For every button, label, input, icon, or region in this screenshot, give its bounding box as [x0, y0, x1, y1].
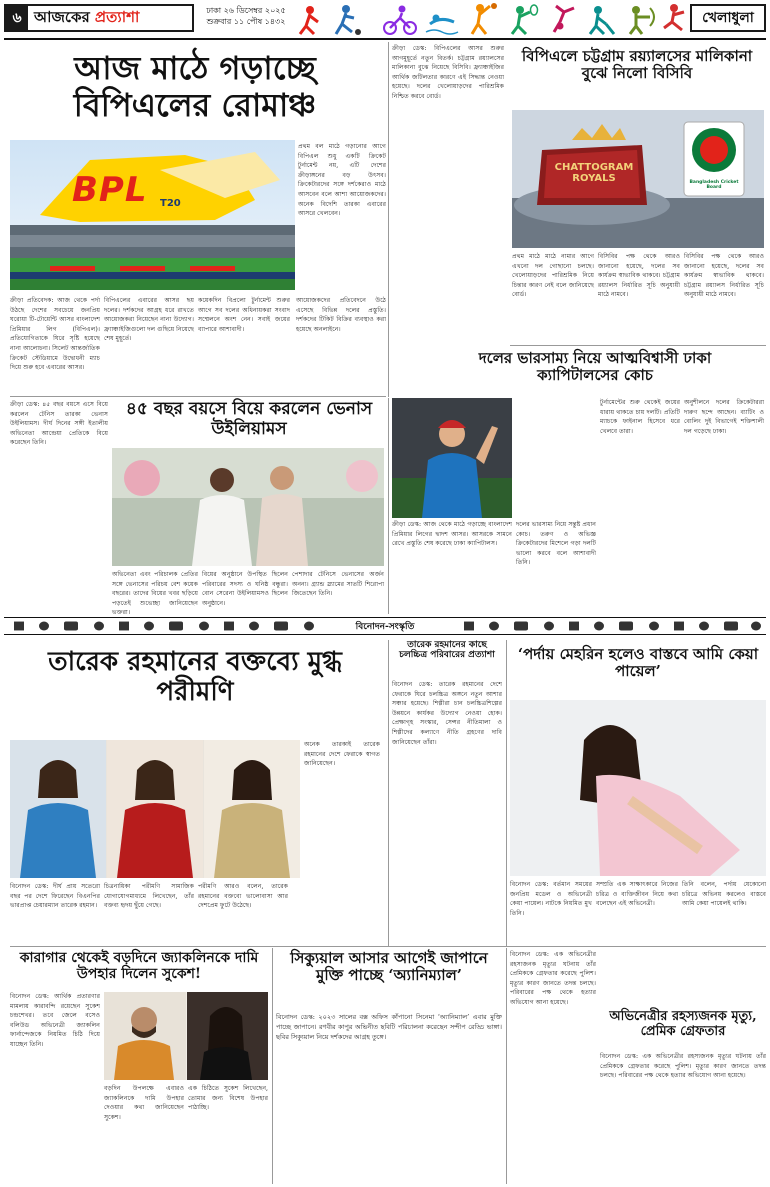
section-rule: [10, 396, 386, 397]
cyclist-icon: [384, 6, 416, 35]
bpl-body-col4: প্রথম বল মাঠে গড়ানোর আগে বিপিএল শুধু একটি ক্রিকেট টুর্নামেন্ট নয়, এটি দেশের ক্রীড়াঙ্গনের বড় উৎসব। ক্রিকেটারদের সঙ্গে দর্শকেরাও মাঠে আসবেন বলে আশা আয়োজকদের। অনেক বিদেশি তারকা এবারের আসরে খেলবেন।: [298, 143, 386, 218]
pori-body-col3: পরীমণি আরও বলেন, তারেক রহমানের বক্তব্যে ভালোবাসা আর দেশপ্রেম ফুটে উঠেছে।: [198, 883, 288, 910]
gymnast-icon: [554, 6, 574, 32]
dhaka-body-col3: টুর্নামেন্টের শুরু থেকেই জয়ের ধারায় থাকতে চায় দলটি। প্রতিটি ম্যাচকে ফাইনাল হিসেবে ধরে খেলবে তারা।: [600, 399, 680, 435]
pori-body-col2: চিত্রনায়িকা পরীমণি সামাজিক যোগাযোগমাধ্যমে লিখেছেন, তাঁর বক্তব্য হৃদয় ছুঁয়ে গেছে।: [104, 883, 194, 910]
mystery-headline: অভিনেত্রীর রহস্যজনক মৃত্যু, প্রেমিক গ্রেফতার: [609, 1009, 757, 1039]
dhaka-body-col4: অনুশীলনে দলের ক্রিকেটাররা দারুণ ছন্দে আছেন। ব্যাটিং ও বোলিং দুই বিভাগেই শক্তিশালী দল গড়েছে ঢাকা।: [684, 399, 764, 435]
issue-date-gregorian: ঢাকা ২৬ ডিসেম্বর ২০২৫: [206, 6, 286, 15]
bpl-banner-photo: [10, 140, 295, 290]
issue-date: [196, 6, 296, 28]
jacqueline-headline: কারাগার থেকেই বড়দিনে জ্যাকলিনকে দামি উপহার দিলেন সুকেশ!: [19, 950, 259, 983]
section-title: খেলাধুলা: [690, 4, 766, 32]
animal-body: বিনোদন ডেস্ক: ২০২৩ সালের বক্স অফিস কাঁপানো সিনেমা ‘অ্যানিম্যাল’ এবার মুক্তি পাচ্ছে জাপানে। রণবীর কাপুর অভিনীত ছবিটি পরিচালনা করেছেন সন্দীপ রেড্ডি ভাঙ্গা। ছবির সিক্যুয়াল নিয়ে দর্শকদের আগ্রহ তুঙ্গে।: [276, 1013, 502, 1042]
tennis-player-icon: [512, 5, 538, 34]
keya-body-col3: তিনি বলেন, পর্দায় যেকোনো চরিত্রে অভিনয় করলেও বাস্তবে আমি কেয়া পায়েলই থাকি।: [682, 881, 766, 908]
hockey-player-icon: [590, 6, 614, 34]
section-rule: [10, 946, 766, 947]
newspaper-masthead: আজকের প্রত্যাশা: [34, 7, 140, 26]
section-rule: [510, 345, 766, 346]
issue-date-bangla: শুক্রবার ১১ পৌষ ১৪৩২: [206, 16, 286, 26]
pori-body-col4: অনেক তারকাই তারেক রহমানের দেশে ফেরাকে স্বাগত জানিয়েছেন।: [304, 741, 380, 768]
entertainment-section-title: বিনোদন-সংস্কৃতি: [346, 619, 425, 634]
bpl-headline: আজ মাঠে গড়াচ্ছে বিপিএলের রোমাঞ্চ: [73, 49, 317, 124]
keya-body-col2: সম্প্রতি এক সাক্ষাৎকারে নিজের চরিত্র ও ব্যক্তিজীবন নিয়ে কথা বলেছেন এই অভিনেত্রী।: [596, 881, 678, 908]
venus-headline: ৪৫ বছর বয়সে বিয়ে করলেন ভেনাস উইলিয়ামস: [125, 399, 373, 439]
bpl-body-col5: আয়োজকদের প্রতিবেদনে উঠে এসেছে বিভিন্ন দলের প্রস্তুতি। দর্শকদের টিকিট বিক্রির ব্যবস্থাও করা হয়েছে অনলাইনে।: [296, 297, 386, 333]
dhaka-coach-photo: [392, 398, 512, 518]
jumper-icon: [664, 4, 684, 30]
bpl-logo-sub: T20: [160, 198, 181, 209]
column-rule: [388, 640, 389, 946]
column-rule: [272, 948, 273, 1184]
venus-body-col3: বিয়ের অনুষ্ঠানে উপস্থিত ছিলেন পরিবারের সদস্য ও ঘনিষ্ঠ বন্ধুরা। বোন সেরেনা উইলিয়ামসও ছিলেন অনুষ্ঠানে।: [202, 571, 288, 607]
film-family-body: বিনোদন ডেস্ক: তারেক রহমানের দেশে ফেরাকে ঘিরে চলচ্চিত্র অঙ্গনে নতুন আশার সঞ্চার হয়েছে। শিল্পীরা চান চলচ্চিত্রশিল্পের উন্নয়নে কার্যকর উদ্যোগ নেওয়া হোক। প্রেক্ষাগৃহ সংস্কার, সেন্সর নীতিমালা ও শিল্পীদের কল্যাণে নীতি গ্রহণের দাবি জানিয়েছেন তাঁরা।: [392, 681, 502, 746]
jacqueline-body-col3: এক চিঠিতে সুকেশ লিখেছেন, তোমার জন্য বিশেষ উপহার পাঠাচ্ছি।: [188, 1085, 268, 1112]
mystery-body-left: বিনোদন ডেস্ক: এক অভিনেত্রীর রহস্যজনক মৃত্যুর ঘটনায় তাঁর প্রেমিককে গ্রেফতার করেছে পুলিশ। মৃত্যুর কারণ জানতে তদন্ত চলছে। পরিবারের পক্ষ থেকে হত্যার অভিযোগ আনা হয়েছে।: [510, 951, 596, 1007]
chattogram-body-col4: বিসিবির পক্ষ থেকে আরও জানানো হয়েছে, দলের সব কার্যক্রম স্বাভাবিক থাকবে। চট্টগ্রাম রয়্যালস নির্ধারিত সূচি অনুযায়ী মাঠে নামবে।: [684, 253, 764, 299]
masthead-box: [4, 4, 194, 32]
venus-body-col4: পেশাদার টেনিসে ভেনাসের অর্জন অনন্য। গ্র্যান্ড স্ল্যামের সাতটি শিরোপা জিতেছেন তিনি।: [292, 571, 384, 598]
mystery-body: বিনোদন ডেস্ক: এক অভিনেত্রীর রহস্যজনক মৃত্যুর ঘটনায় তাঁর প্রেমিককে গ্রেফতার করেছে পুলিশ। মৃত্যুর কারণ জানতে তদন্ত চলছে। পরিবারের পক্ষ থেকে হত্যার অভিযোগ আনা হয়েছে।: [600, 1053, 766, 1080]
entertainment-section-band: [4, 617, 766, 635]
keya-body-col1: বিনোদন ডেস্ক: বর্তমান সময়ের জনপ্রিয় মডেল ও অভিনেত্রী কেয়া পায়েল। নাটকে নিয়মিত মুখ তিনি।: [510, 881, 592, 917]
dhaka-headline: দলের ভারসাম্য নিয়ে আত্মবিশ্বাসী ঢাকা ক্যাপিটালসের কোচ: [478, 349, 712, 385]
film-family-headline: তারেক রহমানের কাছে চলচ্চিত্র পরিবারের প্রত্যাশা: [399, 640, 495, 661]
pori-photo-collage: [10, 740, 300, 878]
bpl-body-col3: কয়েকদিন বিপ্রলো টুর্নামেন্ট শুরুর আগে সব দলের অধিনায়করা সংবাদ সম্মেলনে অংশ নেন। সবাই জয়ের ব্যাপারে আশাবাদী।: [198, 297, 290, 333]
jacqueline-body-col1: বিনোদন ডেস্ক: আর্থিক প্রতারণার মামলায় কারাবন্দি রয়েছেন সুকেশ চন্দ্রশেখর। তবে জেলে বসেও বলিউড অভিনেত্রী জ্যাকলিন ফার্নান্দেজকে নিয়মিত চিঠি দিয়ে যাচ্ছেন তিনি।: [10, 993, 100, 1049]
chattogram-body-col1: ক্রীড়া ডেস্ক: বিপিএলের আসর শুরুর আগমুহূর্তে নতুন বিতর্ক। চট্টগ্রাম রয়্যালসের মালিকানা বুঝে নিয়েছে বিসিবি। ফ্র্যাঞ্চাইজির আর্থিক জটিলতার কারণে এই সিদ্ধান্ত নেওয়া হয়েছে। দলের খেলোয়াড়দের পারিশ্রমিক নিশ্চিত করবে বোর্ড।: [392, 45, 504, 101]
header-rule: [4, 38, 766, 40]
page-number: ৬: [6, 6, 28, 30]
dhaka-body-col2: দলের ভারসাম্য নিয়ে সন্তুষ্ট প্রধান কোচ। তরুণ ও অভিজ্ঞ ক্রিকেটারদের মিশেলে গড়া দলটি ভালো করবে বলে আশাবাদী তিনি।: [516, 521, 596, 567]
column-rule: [506, 948, 507, 1184]
chattogram-photo: [512, 110, 764, 248]
chattogram-body-col3: বিসিবির পক্ষ থেকে আরও জানানো হয়েছে, দলের সব কার্যক্রম স্বাভাবিক থাকবে। চট্টগ্রাম রয়্যালস নির্ধারিত সূচি অনুযায়ী মাঠে নামবে।: [598, 253, 680, 299]
dhaka-body-col1: ক্রীড়া ডেস্ক: আজ থেকে মাঠে গড়াচ্ছে বাংলাদেশ প্রিমিয়ার লিগের দ্বাদশ আসর। আসরকে সামনে রেখে প্রস্তুতি শেষ করেছে ঢাকা ক্যাপিটালস।: [392, 521, 512, 548]
archer-icon: [630, 6, 654, 34]
animal-headline: সিক্যুয়াল আসার আগেই জাপানে মুক্তি পাচ্ছে ‘অ্যানিম্যাল’: [290, 949, 488, 985]
jacqueline-body-col2: বড়দিন উপলক্ষে এবারও জ্যাকলিনকে দামি উপহার দেওয়ার কথা জানিয়েছেন সুকেশ।: [104, 1085, 184, 1121]
venus-body-col1: ক্রীড়া ডেস্ক: ৪৫ বছর বয়সে এসে বিয়ে করলেন টেনিস তারকা ভেনাস উইলিয়ামস। দীর্ঘ দিনের সঙ্গী ইতালীয় অভিনেতা আন্দ্রেয়া প্রেতিকে বিয়ে করেছেন তিনি।: [10, 401, 108, 447]
bpl-logo-text: BPL: [72, 170, 148, 210]
bcb-logo-text: Bangladesh Cricket Board: [689, 180, 739, 190]
column-rule: [388, 398, 389, 614]
venus-body-col2: অভিনেতা এবং পরিচালক প্রেতির সঙ্গে ভেনাসের পরিচয় বেশ কয়েক বছরের। তাদের বিয়ের খবর ছড়িয়ে পড়তেই শুভেচ্ছা জানিয়েছেন ভক্তরা।: [112, 571, 198, 617]
column-rule: [388, 42, 389, 397]
column-rule: [506, 640, 507, 946]
swimmer-icon: [426, 15, 458, 35]
pori-body-col1: বিনোদন ডেস্ক: দীর্ঘ প্রায় সতেরো বছর পর দেশে ফিরেছেন বিএনপির ভারপ্রাপ্ত চেয়ারম্যান তারেক রহমান।: [10, 883, 100, 910]
basketball-player-icon: [472, 3, 497, 34]
pori-headline: তারেক রহমানের বক্তব্যে মুগ্ধ পরীমণি: [48, 647, 342, 707]
runner-icon: [300, 6, 318, 34]
football-player-icon: [336, 5, 361, 35]
chattogram-headline: বিপিএলে চট্টগ্রাম রয়্যালসের মালিকানা বুঝে নিলো বিসিবি: [521, 47, 753, 83]
venus-wedding-photo: [112, 448, 384, 566]
chattogram-body-col2: প্রথম মাঠে মাঠে নামার আগে এখনো দল গোছানো চলছে। খেলোয়াড়দের পারিশ্রমিক নিয়ে চিন্তার কারণ নেই বলে জানিয়েছে বোর্ড।: [512, 253, 594, 299]
keya-headline: ‘পর্দায় মেহরিন হলেও বাস্তবে আমি কেয়া পায়েল’: [517, 645, 759, 681]
bpl-body-col2: বিপিএলের এবারের আসর ছয় দলের। দর্শকদের আগ্রহ ধরে রাখতে আয়োজকরা নিয়েছেন নানা উদ্যোগ। ফ্র্যাঞ্চাইজিগুলো দল গুছিয়ে নিয়েছে শেষ মুহূর্তে।: [104, 297, 195, 343]
bpl-body-col1: ক্রীড়া প্রতিবেদক: আজ থেকে পর্দা উঠছে দেশের সবচেয়ে জনপ্রিয় ঘরোয়া টি-টোয়েন্টি আসর বাংলাদেশ প্রিমিয়ার লিগ (বিপিএল)। প্রতিযোগিতাকে ঘিরে সৃষ্টি হয়েছে নানা আলোচনা। সিলেট আন্তর্জাতিক ক্রিকেট স্টেডিয়ামে উদ্বোধনী ম্যাচ দিয়ে শুরু হবে এবারের আসর।: [10, 297, 100, 372]
sukesh-jacqueline-photo: [104, 992, 268, 1080]
chattogram-royals-logo-text: CHATTOGRAM ROYALS: [554, 162, 634, 184]
keya-photo: [510, 700, 766, 876]
sports-figures-banner: [298, 2, 688, 36]
